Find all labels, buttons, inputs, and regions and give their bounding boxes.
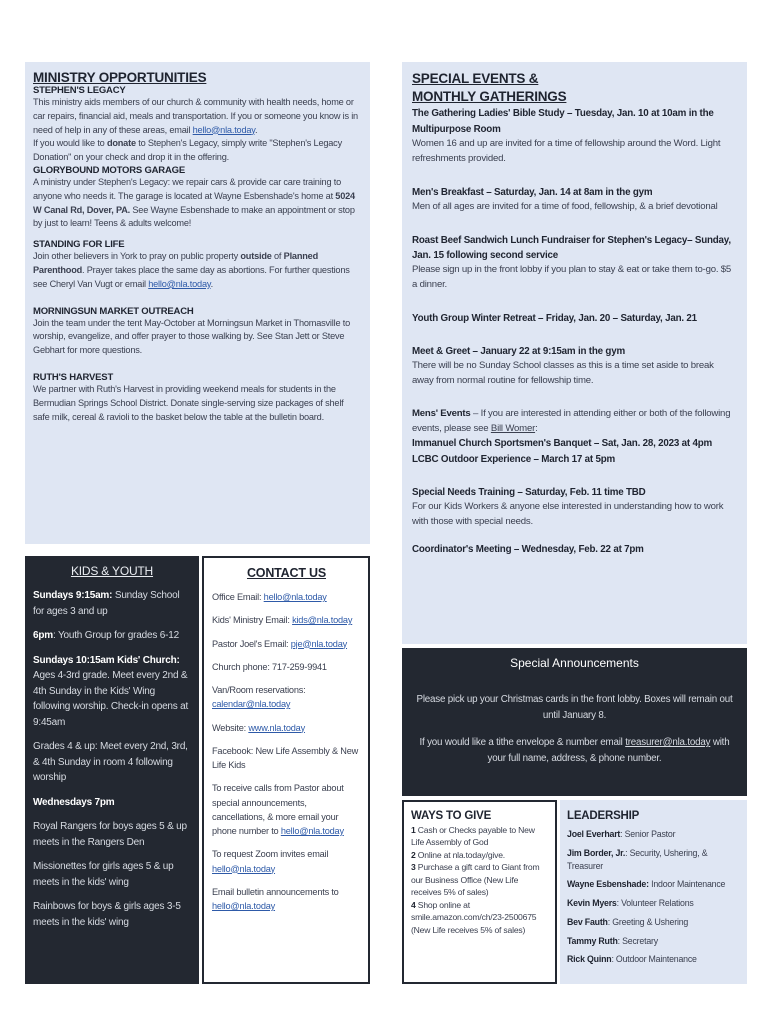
leader-row (567, 878, 741, 891)
kids-church-desc: Ages 4-3rd grade. Meet every 2nd & 4th Sunday in the Kids' Wing following worship. Check-in opens at 9:45am (33, 670, 189, 728)
kids-sunday-school (33, 588, 191, 619)
kids-church-time: Sundays 10:15am Kids' Church: (33, 654, 180, 666)
leader-row (567, 953, 741, 966)
garage-description-2: See Wayne Esbenshade to make an appointment or stop by just to learn! Teens & adults welcome! (33, 204, 355, 229)
kids-royal-rangers: Royal Rangers for boys ages 5 & up meets in the Rangers Den (33, 821, 187, 848)
ministry-title: MINISTRY OPPORTUNITIES (33, 70, 207, 85)
mens-event-2: LCBC Outdoor Experience – March 17 at 5pm (412, 453, 616, 465)
event-heading: Men's Breakfast – Saturday, Jan. 14 at 8am in the gym (412, 186, 653, 198)
announcements-title: Special Announcements (510, 656, 639, 670)
give-item-text: Online at nla.today/give. (415, 849, 505, 860)
zoom-text: To request Zoom invites email (212, 849, 329, 860)
event-heading: Meet & Greet – January 22 at 9:15am in the gym (412, 345, 625, 357)
ruths-harvest-heading: RUTH'S HARVEST (33, 371, 114, 383)
give-item (411, 899, 549, 936)
give-item (411, 861, 549, 898)
event-description: Please sign up in the front lobby if you plan to stay & eat or take them to-go. $5 a dinner. (412, 263, 732, 290)
leader-name: Jim Border, Jr. (567, 847, 626, 858)
tithe-text-2: with your full name, address, & phone number. (487, 737, 730, 765)
van-label: Van/Room reservations: (212, 685, 306, 695)
standing-outside: outside (240, 251, 272, 262)
garage-text (33, 176, 362, 231)
calls-text: To receive calls from Pastor about special announcements, cancellations, & more email your phone number to (212, 783, 344, 836)
give-item (411, 824, 549, 849)
special-needs-heading: Special Needs Training – Saturday, Feb. 11 time TBD (412, 486, 646, 498)
kids-youth-group-desc: : Youth Group for grades 6-12 (52, 630, 179, 641)
contact-kids (212, 613, 361, 627)
contact-website (212, 721, 361, 735)
events-title-line2: MONTHLY GATHERINGS (412, 89, 567, 105)
event-heading: Roast Beef Sandwich Lunch Fundraiser for Stephen's Legacy– Sunday, Jan. 15 following second service (412, 234, 731, 261)
kids-rainbows: Rainbows for boys & girls ages 3-5 meets in the kids' wing (33, 901, 181, 928)
office-email-link[interactable]: hello@nla.today (263, 592, 327, 602)
kids-missionettes: Missionettes for girls ages 5 & up meets in the kids' wing (33, 861, 174, 888)
standing-planned-parenthood: Planned Parenthood (33, 251, 318, 275)
contact-zoom (212, 847, 361, 876)
office-email-label: Office Email: (212, 592, 264, 602)
kids-email-link[interactable]: kids@nla.today (292, 615, 353, 626)
coordinators-meeting-heading: Coordinator's Meeting – Wednesday, Feb. 22 at 7pm (412, 543, 644, 555)
contact-panel (202, 556, 370, 984)
standing-of: of (271, 251, 284, 262)
leader-role: : Greeting & Ushering (607, 916, 689, 927)
leader-name: Bev Fauth (567, 916, 608, 927)
leader-role: : Volunteer Relations (616, 898, 694, 908)
leader-row (567, 916, 741, 929)
standing-for-life-text: Join other believers in York to pray on public property outside of Planned Parenthood. Prayer takes place the same day as abortions. For further questions see Cheryl Van Vugt or email hello@nla.today. (33, 251, 350, 289)
special-events-panel (402, 62, 747, 644)
contact-calls (212, 781, 361, 838)
contact-facebook: Facebook: New Life Assembly & New Life Kids (212, 745, 359, 770)
donate-instructions: to Stephen's Legacy, simply write "Stephen's Legacy Donation" on your check and drop it in the offering. (33, 138, 342, 163)
zoom-email-link[interactable]: hello@nla.today (212, 863, 276, 874)
special-announcements-panel (402, 648, 747, 796)
event-description: Men of all ages are invited for a time of food, fellowship, & a brief devotional (412, 200, 718, 212)
give-item-number: 2 (411, 849, 416, 860)
kids-grades-4: Grades 4 & up: Meet every 2nd, 3rd, & 4th Sunday in room 4 following worship (33, 741, 188, 783)
garage-address: 5024 W Canal Rd, Dover, PA. (33, 190, 355, 215)
give-item-text: Purchase a gift card to Giant from our Business Office (New Life receives 5% of sales) (411, 862, 540, 898)
leadership-title: LEADERSHIP (567, 810, 640, 822)
events-title-line1: SPECIAL EVENTS & (412, 71, 539, 86)
kids-youth-group-time: 6pm (33, 630, 53, 641)
stephens-legacy-text: This ministry aids members of our church & community with health needs, home or car repairs, financial aid, meals and transportation. If you or someone you know is in need of help in any of these areas, email hello@nla.today. (33, 97, 358, 135)
leader-name: Rick Quinn (567, 954, 612, 965)
pastor-email-label: Pastor Joel's Email: (212, 638, 291, 649)
donate-word: donate (106, 138, 136, 149)
leader-row (567, 935, 741, 948)
contact-pastor (212, 637, 361, 651)
ruths-harvest-text: We partner with Ruth's Harvest in providing weekend meals for students in the Bermudian Springs School District. Donate single-serving size packages of shelf safe milk, cereal & ravioli to the basket below the table at the bulletin board. (33, 383, 344, 422)
kids-wednesdays (33, 795, 191, 811)
leader-role: Indoor Maintenance (648, 879, 726, 890)
bulletin-email-link[interactable]: hello@nla.today (212, 901, 276, 911)
treasurer-email-link[interactable]: treasurer@nla.today (625, 737, 711, 749)
kids-youth-group (33, 628, 191, 644)
give-title: WAYS TO GIVE (411, 810, 492, 822)
contact-office (212, 590, 361, 604)
mens-event-1: Immanuel Church Sportsmen's Banquet – Sat, Jan. 28, 2023 at 4pm (412, 438, 713, 450)
kids-email-label: Kids' Ministry Email: (212, 615, 293, 626)
special-needs-text: For our Kids Workers & anyone else interested in understanding how to work with those with special needs. (412, 500, 724, 527)
stephens-legacy-description: This ministry aids members of our church & community with health needs, home or car repairs, financial aid, meals and transportation. If you or someone you know is in need of help in any of these areas, email (33, 97, 358, 135)
stephens-legacy-donate-text (33, 137, 362, 165)
give-item-text: Cash or Checks payable to New Life Assembly of God (411, 825, 535, 848)
announcement-tithe (410, 735, 739, 766)
pastor-email-link[interactable]: pje@nla.today (290, 638, 348, 649)
leader-name: Kevin Myers (567, 898, 617, 908)
contact-title: CONTACT US (246, 566, 326, 580)
event-description: Women 16 and up are invited for a time of fellowship around the Word. Light refreshments provided. (412, 137, 721, 164)
kids-youth-panel (25, 556, 199, 984)
announcement-christmas-cards: Please pick up your Christmas cards in the front lobby. Boxes will remain out until January 8. (416, 694, 733, 721)
mens-events-description: – If you are interested in attending either or both of the following events, please see (412, 407, 731, 434)
give-item (411, 849, 549, 861)
morningsun-heading: MORNINGSUN MARKET OUTREACH (33, 305, 194, 317)
standing-email-link[interactable]: hello@nla.today (148, 278, 211, 289)
event-description: There will be no Sunday School classes as this is a time set aside to break away from normal routine for fellowship time. (412, 359, 714, 386)
give-item-text: Shop online at smile.amazon.com/ch/23-2500675 (New Life receives 5% of sales) (411, 899, 537, 935)
leader-role: : Secretary (617, 935, 658, 946)
leader-role: : Senior Pastor (620, 829, 676, 839)
kids-sunday-school-time: Sundays 9:15am: (33, 590, 113, 601)
kids-wednesdays-heading: Wednesdays 7pm (33, 796, 115, 808)
leader-name: Joel Everhart (567, 829, 621, 839)
website-link[interactable]: www.nla.today (248, 722, 305, 733)
website-label: Website: (212, 722, 249, 733)
leader-name: Tammy Ruth (567, 935, 618, 946)
standing-for-life-heading: STANDING FOR LIFE (33, 239, 125, 251)
leader-role: : Outdoor Maintenance (611, 954, 697, 965)
ministry-opportunities-panel (25, 62, 370, 544)
leader-name: Wayne Esbenshade: (567, 879, 649, 890)
kids-church (33, 653, 191, 731)
calls-email-link[interactable]: hello@nla.today (280, 826, 344, 836)
contact-bulletin (212, 885, 361, 914)
ways-to-give-panel (402, 800, 557, 984)
mens-events-contact: Bill Womer (490, 422, 536, 434)
kids-title: KIDS & YOUTH (70, 564, 154, 578)
give-item-number: 1 (411, 825, 416, 835)
leader-row (567, 897, 741, 910)
donate-intro: If you would like to (33, 138, 107, 149)
mens-events-colon: : (535, 422, 538, 434)
leadership-panel (560, 800, 747, 984)
stephens-legacy-email-link[interactable]: hello@nla.today (192, 124, 255, 135)
garage-description: A ministry under Stephen's Legacy: we repair cars & provide car care training to anyone who needs it. The garage is located at Wayne Esbenshade's home at (33, 176, 341, 201)
event-heading: The Gathering Ladies' Bible Study – Tuesday, Jan. 10 at 10am in the Multipurpose Room (412, 108, 714, 135)
kids-sunday-school-desc: Sunday School for ages 3 and up (33, 590, 180, 617)
contact-phone: Church phone: 717-259-9941 (212, 661, 327, 672)
bulletin-text: Email bulletin announcements to (212, 886, 339, 897)
event-heading: Youth Group Winter Retreat – Friday, Jan. 20 – Saturday, Jan. 21 (412, 312, 697, 324)
give-item-number: 4 (411, 899, 416, 910)
mens-events-text (412, 407, 737, 437)
van-email-link[interactable]: calendar@nla.today (212, 699, 291, 710)
leader-row (567, 828, 741, 841)
tithe-text: If you would like a tithe envelope & number email (419, 737, 626, 749)
morningsun-text: Join the team under the tent May-October at Morningsun Market in Thomasville to worship, evangelize, and offer prayer to those walking by. See Stan Jett or Steve Gebhart for more questions. (33, 317, 350, 356)
standing-description-2: . Prayer takes place the same day as abortions. For further questions see Cheryl Van Vugt or email (33, 264, 350, 289)
contact-van (212, 683, 361, 712)
leader-row (567, 847, 741, 873)
standing-description: Join other believers in York to pray on public property (33, 251, 241, 262)
mens-events-heading: Mens' Events (412, 407, 471, 419)
stephens-legacy-heading: STEPHEN'S LEGACY (33, 85, 126, 96)
events-title (412, 70, 737, 106)
give-item-number: 3 (411, 862, 416, 873)
garage-heading: GLORYBOUND MOTORS GARAGE (33, 164, 185, 176)
leader-role: : Security, Ushering, & Treasurer (567, 847, 708, 871)
